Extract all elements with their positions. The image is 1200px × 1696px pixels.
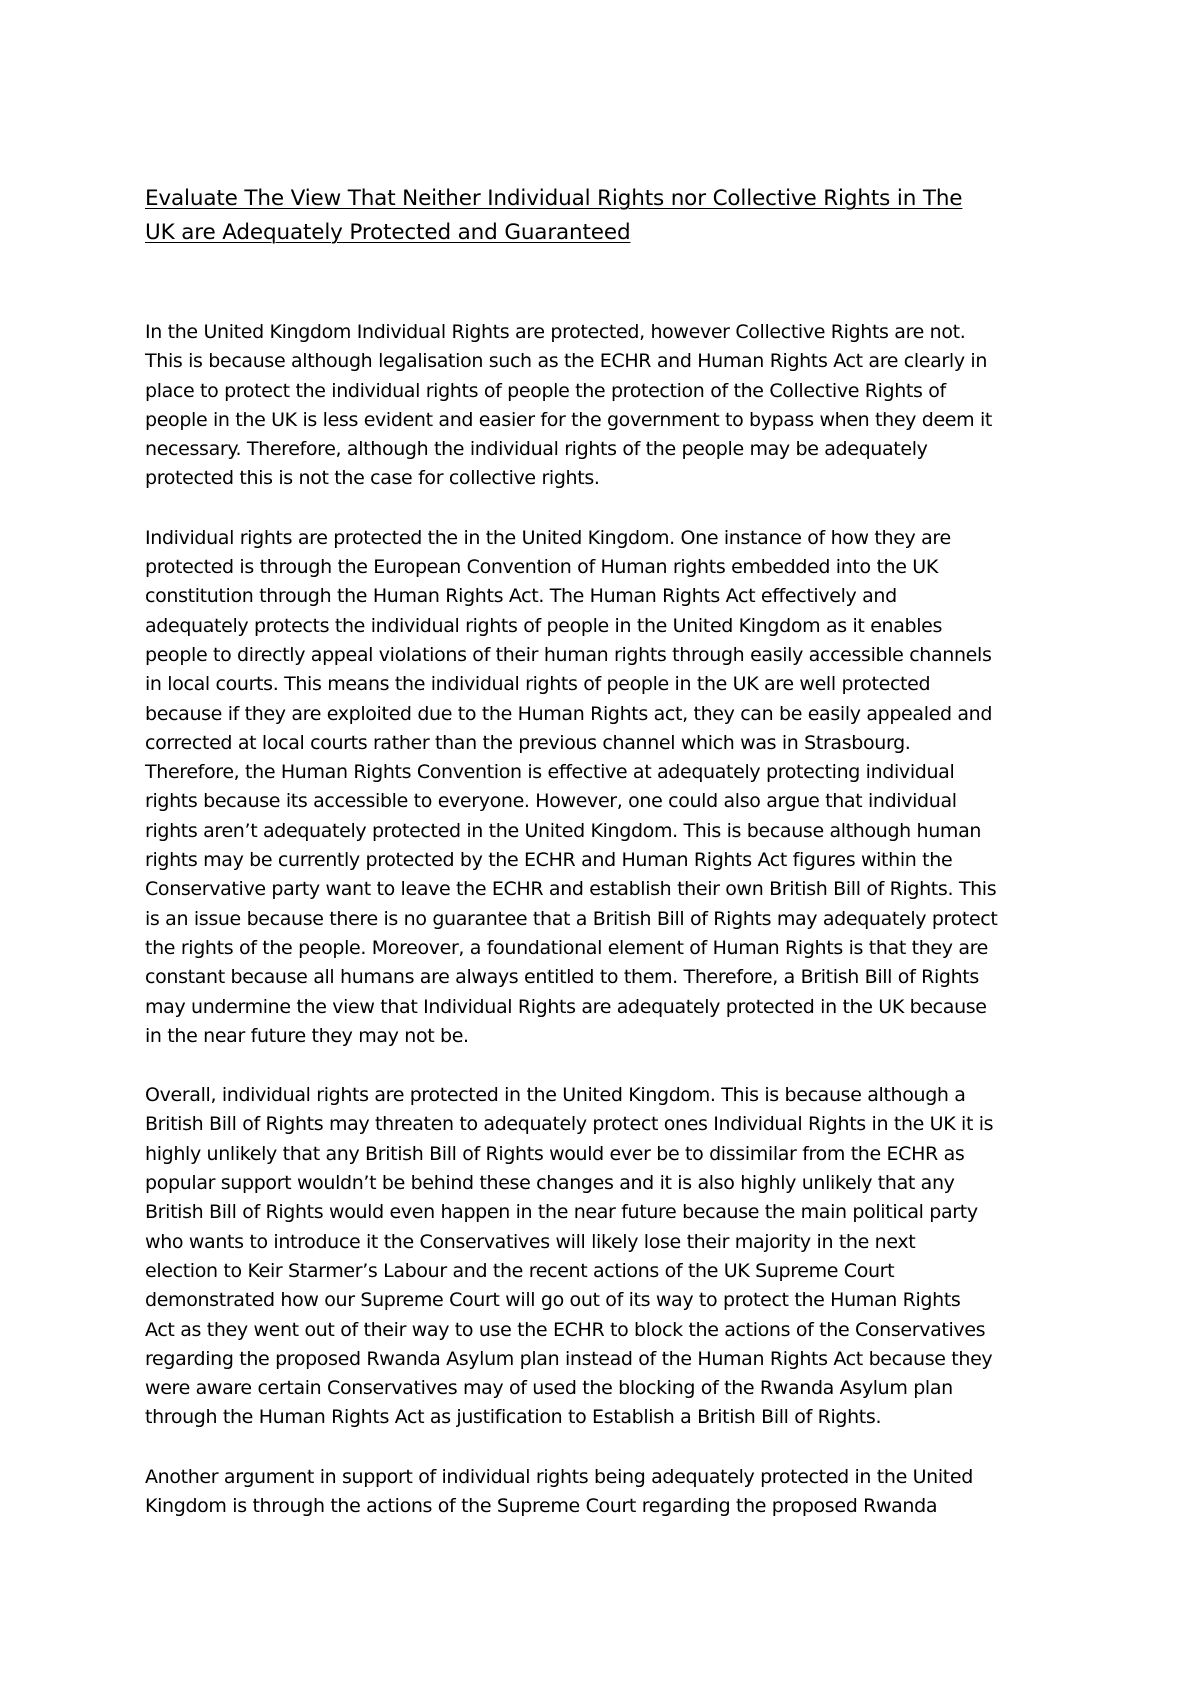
paragraph-introduction: In the United Kingdom Individual Rights are protected, however Collective Rights are not. This is because although legalisation such as the ECHR and Human Rights Act are clearly in place to protect the individual rights of people the protection of the Collective Rights of people in the UK is less evident and easier for the government to bypass when they deem it necessary. Therefore, although the individual rights of the people may be adequately protected this is not the case for collective rights. <box>145 321 993 490</box>
paragraph-individual-rights: Individual rights are protected the in the United Kingdom. One instance of how they are protected is through the European Convention of Human rights embedded into the UK constitution through the Human Rights Act. The Human Rights Act effectively and adequately protects the individual rights of people in the United Kingdom as it enables people to directly appeal violations of their human rights through easily accessible channels in local courts. This means the individual rights of people in the UK are well protected because if they are exploited due to the Human Rights act, they can be easily appealed and corrected at local courts rather than the previous channel which was in Strasbourg. Therefore, the Human Rights Convention is effective at adequately protecting individual rights because its accessible to everyone. However, one could also argue that individual rights aren’t adequately protected in the United Kingdom. This is because although human rights may be currently protected by the ECHR and Human Rights Act figures within the Conservative party want to leave the ECHR and establish their own British Bill of Rights. This is an issue because there is no guarantee that a British Bill of Rights may adequately protect the rights of the people. Moreover, a foundational element of Human Rights is that they are constant because all humans are always entitled to them. Therefore, a British Bill of Rights may undermine the view that Individual Rights are adequately protected in the UK because in the near future they may not be. <box>145 526 998 1047</box>
document-body <box>145 182 1080 1521</box>
paragraph-overall: Overall, individual rights are protected in the United Kingdom. This is because although a British Bill of Rights may threaten to adequately protect ones Individual Rights in the UK it is highly unlikely that any British Bill of Rights would ever be to dissimilar from the ECHR as popular support wouldn’t be behind these changes and it is also highly unlikely that any British Bill of Rights would even happen in the near future because the main political party who wants to introduce it the Conservatives will likely lose their majority in the next election to Keir Starmer’s Labour and the recent actions of the UK Supreme Court demonstrated how our Supreme Court will go out of its way to protect the Human Rights Act as they went out of their way to use the ECHR to block the actions of the Conservatives regarding the proposed Rwanda Asylum plan instead of the Human Rights Act because they were aware certain Conservatives may of used the blocking of the Rwanda Asylum plan through the Human Rights Act as justification to Establish a British Bill of Rights. <box>145 1084 994 1429</box>
paragraph-another-argument: Another argument in support of individual rights being adequately protected in the United Kingdom is through the actions of the Supreme Court regarding the proposed Rwanda <box>145 1465 973 1517</box>
essay-title: Evaluate The View That Neither Individual Rights nor Collective Rights in The UK are Adequately Protected and Guaranteed <box>145 186 963 245</box>
